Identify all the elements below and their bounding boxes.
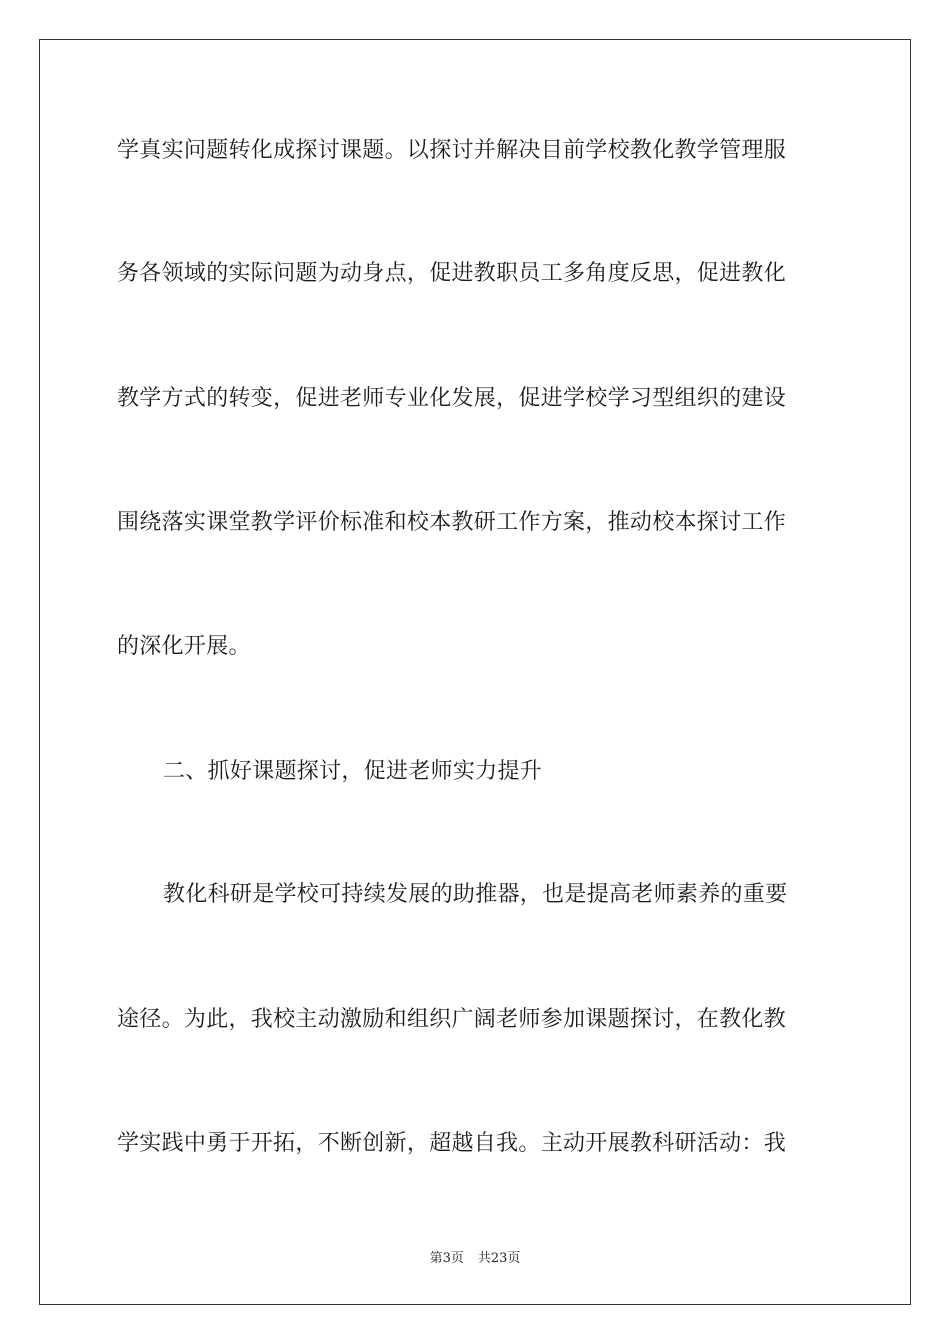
- body-text-line: 的深化开展。: [117, 634, 251, 659]
- body-text-line: 学真实问题转化成探讨课题。以探讨并解决目前学校教化教学管理服: [117, 138, 787, 163]
- body-text-line: 务各领域的实际问题为动身点，促进教职员工多角度反思，促进教化: [117, 261, 787, 286]
- body-text-line: 围绕落实课堂教学评价标准和校本教研工作方案，推动校本探讨工作: [117, 510, 787, 535]
- page-number: 第3页: [429, 1251, 464, 1266]
- page-footer: [0, 1247, 950, 1266]
- page-border: [39, 39, 911, 1305]
- body-text-line: 途径。为此，我校主动激励和组织广阔老师参加课题探讨，在教化教: [117, 1007, 787, 1032]
- body-text-line: 教化科研是学校可持续发展的助推器，也是提高老师素养的重要: [163, 882, 788, 907]
- total-pages: 共23页: [477, 1251, 521, 1266]
- section-heading: 二、抓好课题探讨，促进老师实力提升: [163, 759, 543, 784]
- body-text-line: 教学方式的转变，促进老师专业化发展，促进学校学习型组织的建设: [117, 386, 787, 411]
- body-text-line: 学实践中勇于开拓，不断创新，超越自我。主动开展教科研活动：我: [117, 1131, 787, 1156]
